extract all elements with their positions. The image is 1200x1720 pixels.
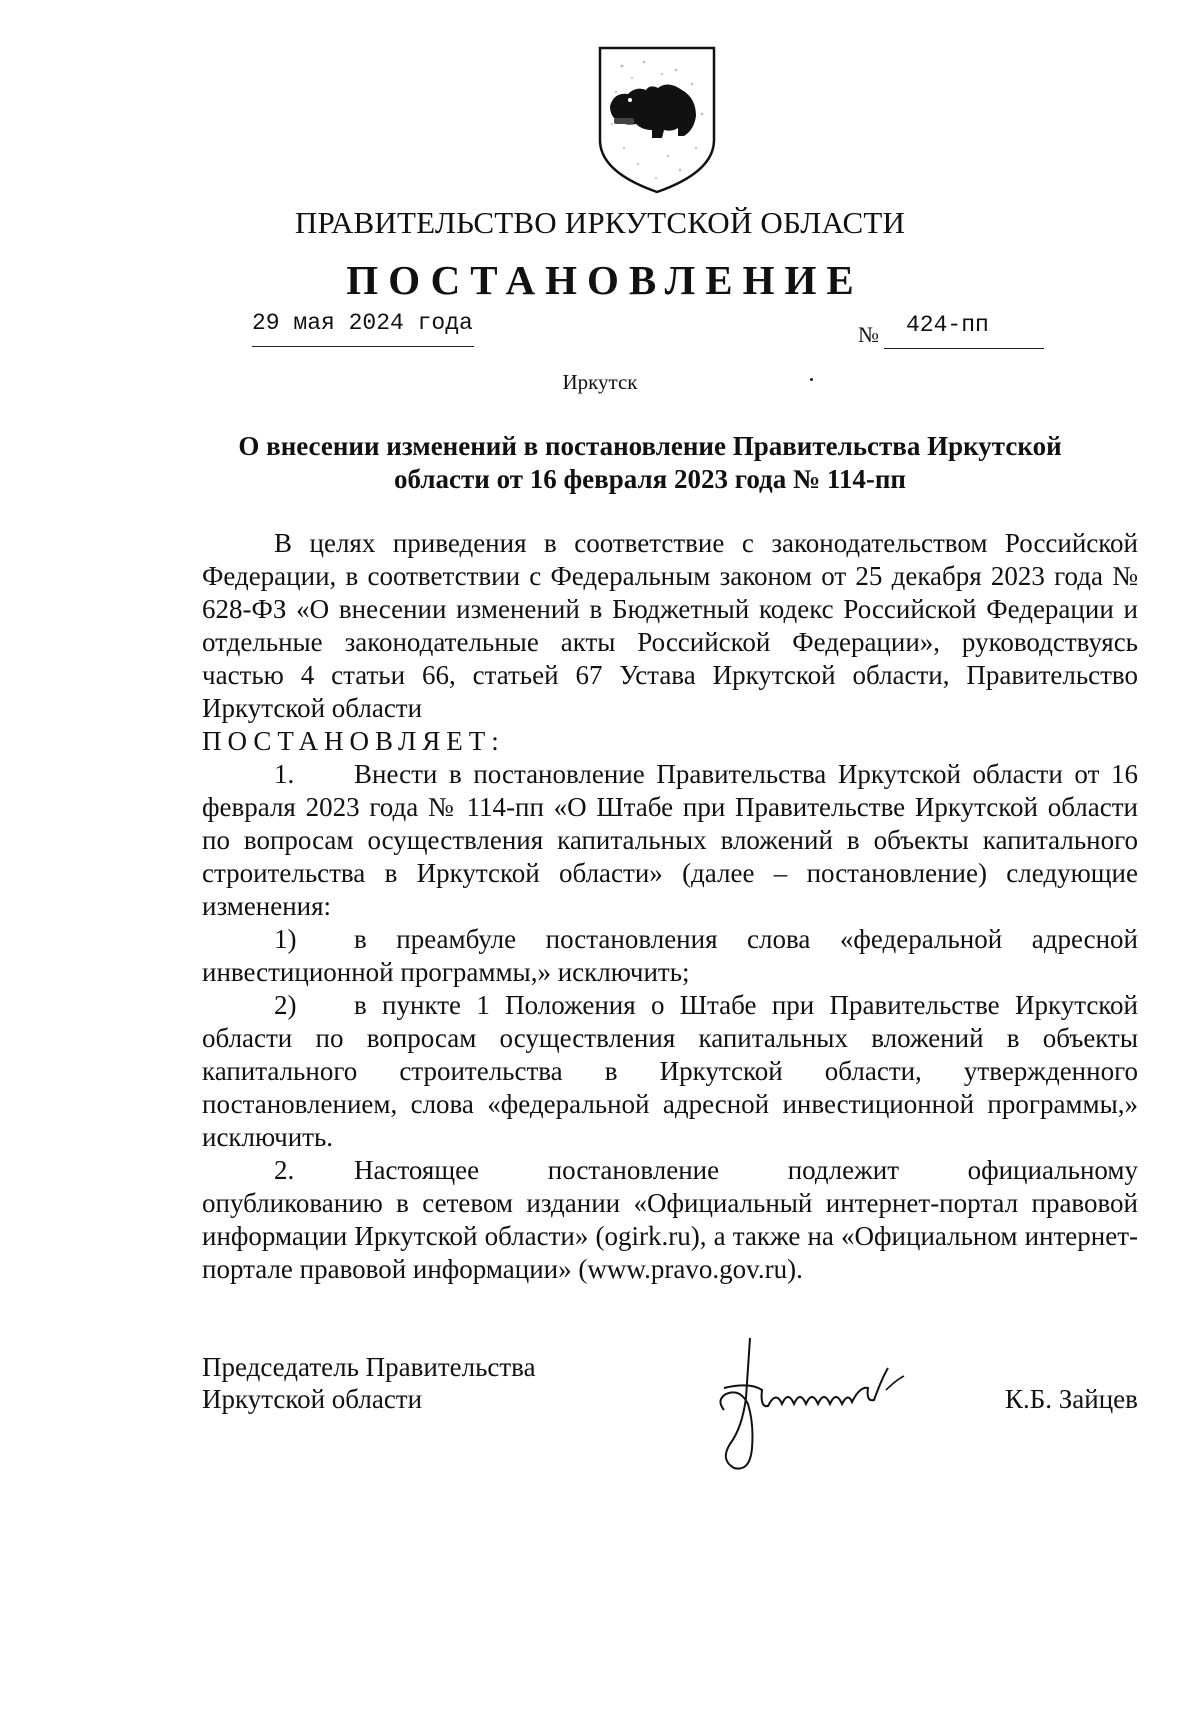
resolves-heading: ПОСТАНОВЛЯЕТ: [202, 726, 505, 756]
number-label: № [858, 322, 879, 347]
item-number: 2) [274, 990, 297, 1020]
item-text: Внести в постановление Правительства Иркутской области от 16 февраля 2023 года № 114-пп «О Штабе при Правительстве Иркутской области по вопросам осуществления капитальных вложений в объекты капитального строительства в Иркутской области» (далее – постановление) следующие изменения: [202, 759, 1138, 921]
preamble-paragraph: В целях приведения в соответствие с законодательством Российской Федерации, в соответствии с Федеральным законом от 25 декабря 2023 года № 628-ФЗ «О внесении изменений в Бюджетный кодекс Российской Федерации и отдельные законодательные акты Российской Федерации», руководствуясь частью 4 статьи 66, статьей 67 Устава Иркутской области, Правительство Иркутской области [202, 528, 1138, 723]
item-paragraph-1-1 [202, 923, 1138, 989]
number-field [884, 312, 1044, 349]
government-title: ПРАВИТЕЛЬСТВО ИРКУТСКОЙ ОБЛАСТИ [294, 205, 906, 240]
document-body [202, 527, 1138, 1286]
signer-position-line-2: Иркутской области [202, 1384, 423, 1414]
document-type-title: ПОСТАНОВЛЕНИЕ [346, 257, 864, 303]
item-text: в преамбуле постановления слова «федеральной адресной инвестиционной программы,» исключить; [202, 924, 1138, 987]
item-number: 2. [274, 1155, 295, 1185]
date-field [252, 310, 474, 347]
document-date: 29 мая 2024 года [252, 310, 473, 336]
item-text: в пункте 1 Положения о Штабе при Правительстве Иркутской области по вопросам осуществления капитальных вложений в объекты капитального строительства в Иркутской области, утвержденного постановлением, слова «федеральной адресной инвестиционной программы,» исключить. [202, 990, 1138, 1152]
stray-dot-mark [810, 378, 813, 381]
signer-name: К.Б. Зайцев [1005, 1384, 1138, 1414]
item-text: Настоящее постановление подлежит официальному опубликованию в сетевом издании «Официальный интернет-портал правовой информации Иркутской области» (ogirk.ru), а также на «Официальном интернет-портале правовой информации» (www.pravo.gov.ru). [202, 1155, 1138, 1284]
document-number: 424-пп [906, 312, 989, 338]
item-number: 1) [274, 924, 297, 954]
handwritten-signature-icon [690, 1328, 970, 1478]
item-paragraph-1 [202, 758, 1138, 923]
city-name: Иркутск [562, 370, 638, 394]
item-number: 1. [274, 759, 295, 789]
signer-position [202, 1351, 536, 1415]
signer-position-line-1: Председатель Правительства [202, 1352, 536, 1382]
coat-of-arms-icon [592, 44, 722, 196]
subject-line-1: О внесении изменений в постановление Правительства Иркутской [238, 431, 1062, 461]
subject-line-2: области от 16 февраля 2023 года № 114-пп [394, 464, 906, 494]
document-subject [200, 430, 1100, 496]
item-paragraph-1-2 [202, 989, 1138, 1154]
item-paragraph-2 [202, 1154, 1138, 1286]
